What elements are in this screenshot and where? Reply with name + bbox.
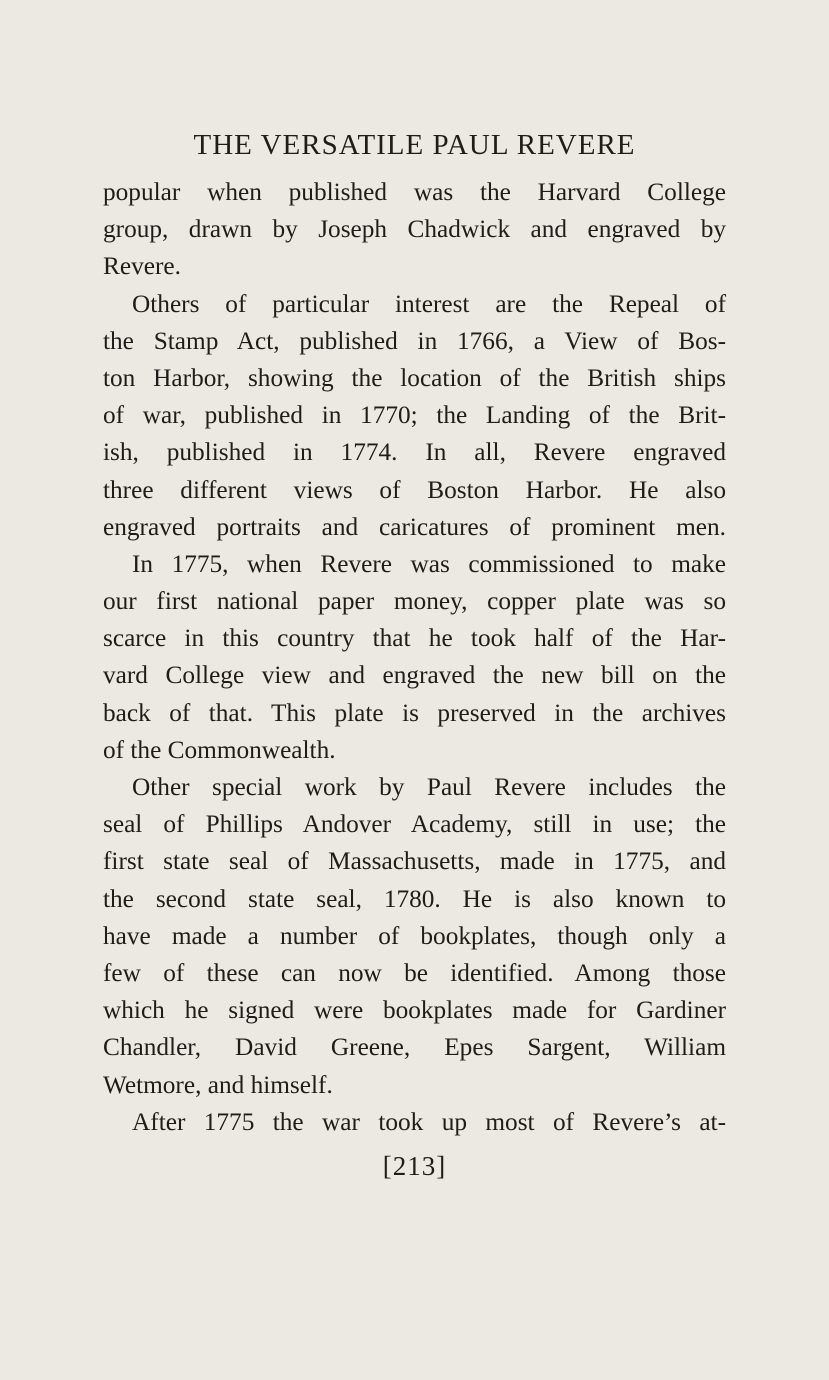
text-line: of war, published in 1770; the Landing of the Brit- <box>103 401 726 430</box>
body-text <box>103 174 726 1141</box>
text-line: scarce in this country that he took half of the Har- <box>103 624 726 653</box>
text-line: Others of particular interest are the Repeal of <box>132 289 726 318</box>
text-line: ish, published in 1774. In all, Revere engraved <box>103 438 726 467</box>
text-line: which he signed were bookplates made for Gardiner <box>103 996 726 1025</box>
text-line: Chandler, David Greene, Epes Sargent, William <box>103 1033 726 1062</box>
text-line: of the Commonwealth. <box>103 735 336 764</box>
text-line: seal of Phillips Andover Academy, still in use; the <box>103 810 726 839</box>
text-line: few of these can now be identified. Among those <box>103 958 726 987</box>
text-line: popular when published was the Harvard College <box>103 178 726 206</box>
text-line: vard College view and engraved the new bill on the <box>103 661 726 690</box>
text-line: group, drawn by Joseph Chadwick and engraved by <box>103 215 726 244</box>
page-number: [213] <box>382 1151 447 1181</box>
text-line: Revere. <box>103 252 181 281</box>
text-line: Other special work by Paul Revere includes the <box>132 773 726 801</box>
text-line: first state seal of Massachusetts, made in 1775, and <box>103 847 726 876</box>
text-line: the Stamp Act, published in 1766, a View of Bos- <box>103 326 726 355</box>
text-line: ton Harbor, showing the location of the British ships <box>103 363 726 392</box>
text-line: back of that. This plate is preserved in the archives <box>103 698 726 727</box>
text-line: have made a number of bookplates, though only a <box>103 921 726 950</box>
text-line: After 1775 the war took up most of Revere’s at- <box>132 1107 726 1136</box>
text-line: In 1775, when Revere was commissioned to make <box>132 549 726 578</box>
text-line: the second state seal, 1780. He is also known to <box>103 884 726 913</box>
text-line: three different views of Boston Harbor. He also <box>103 475 726 504</box>
text-line: our first national paper money, copper plate was so <box>103 587 726 616</box>
text-line: engraved portraits and caricatures of prominent men. <box>103 512 726 541</box>
running-head-title: THE VERSATILE PAUL REVERE <box>193 129 636 161</box>
text-line: Wetmore, and himself. <box>103 1070 333 1099</box>
